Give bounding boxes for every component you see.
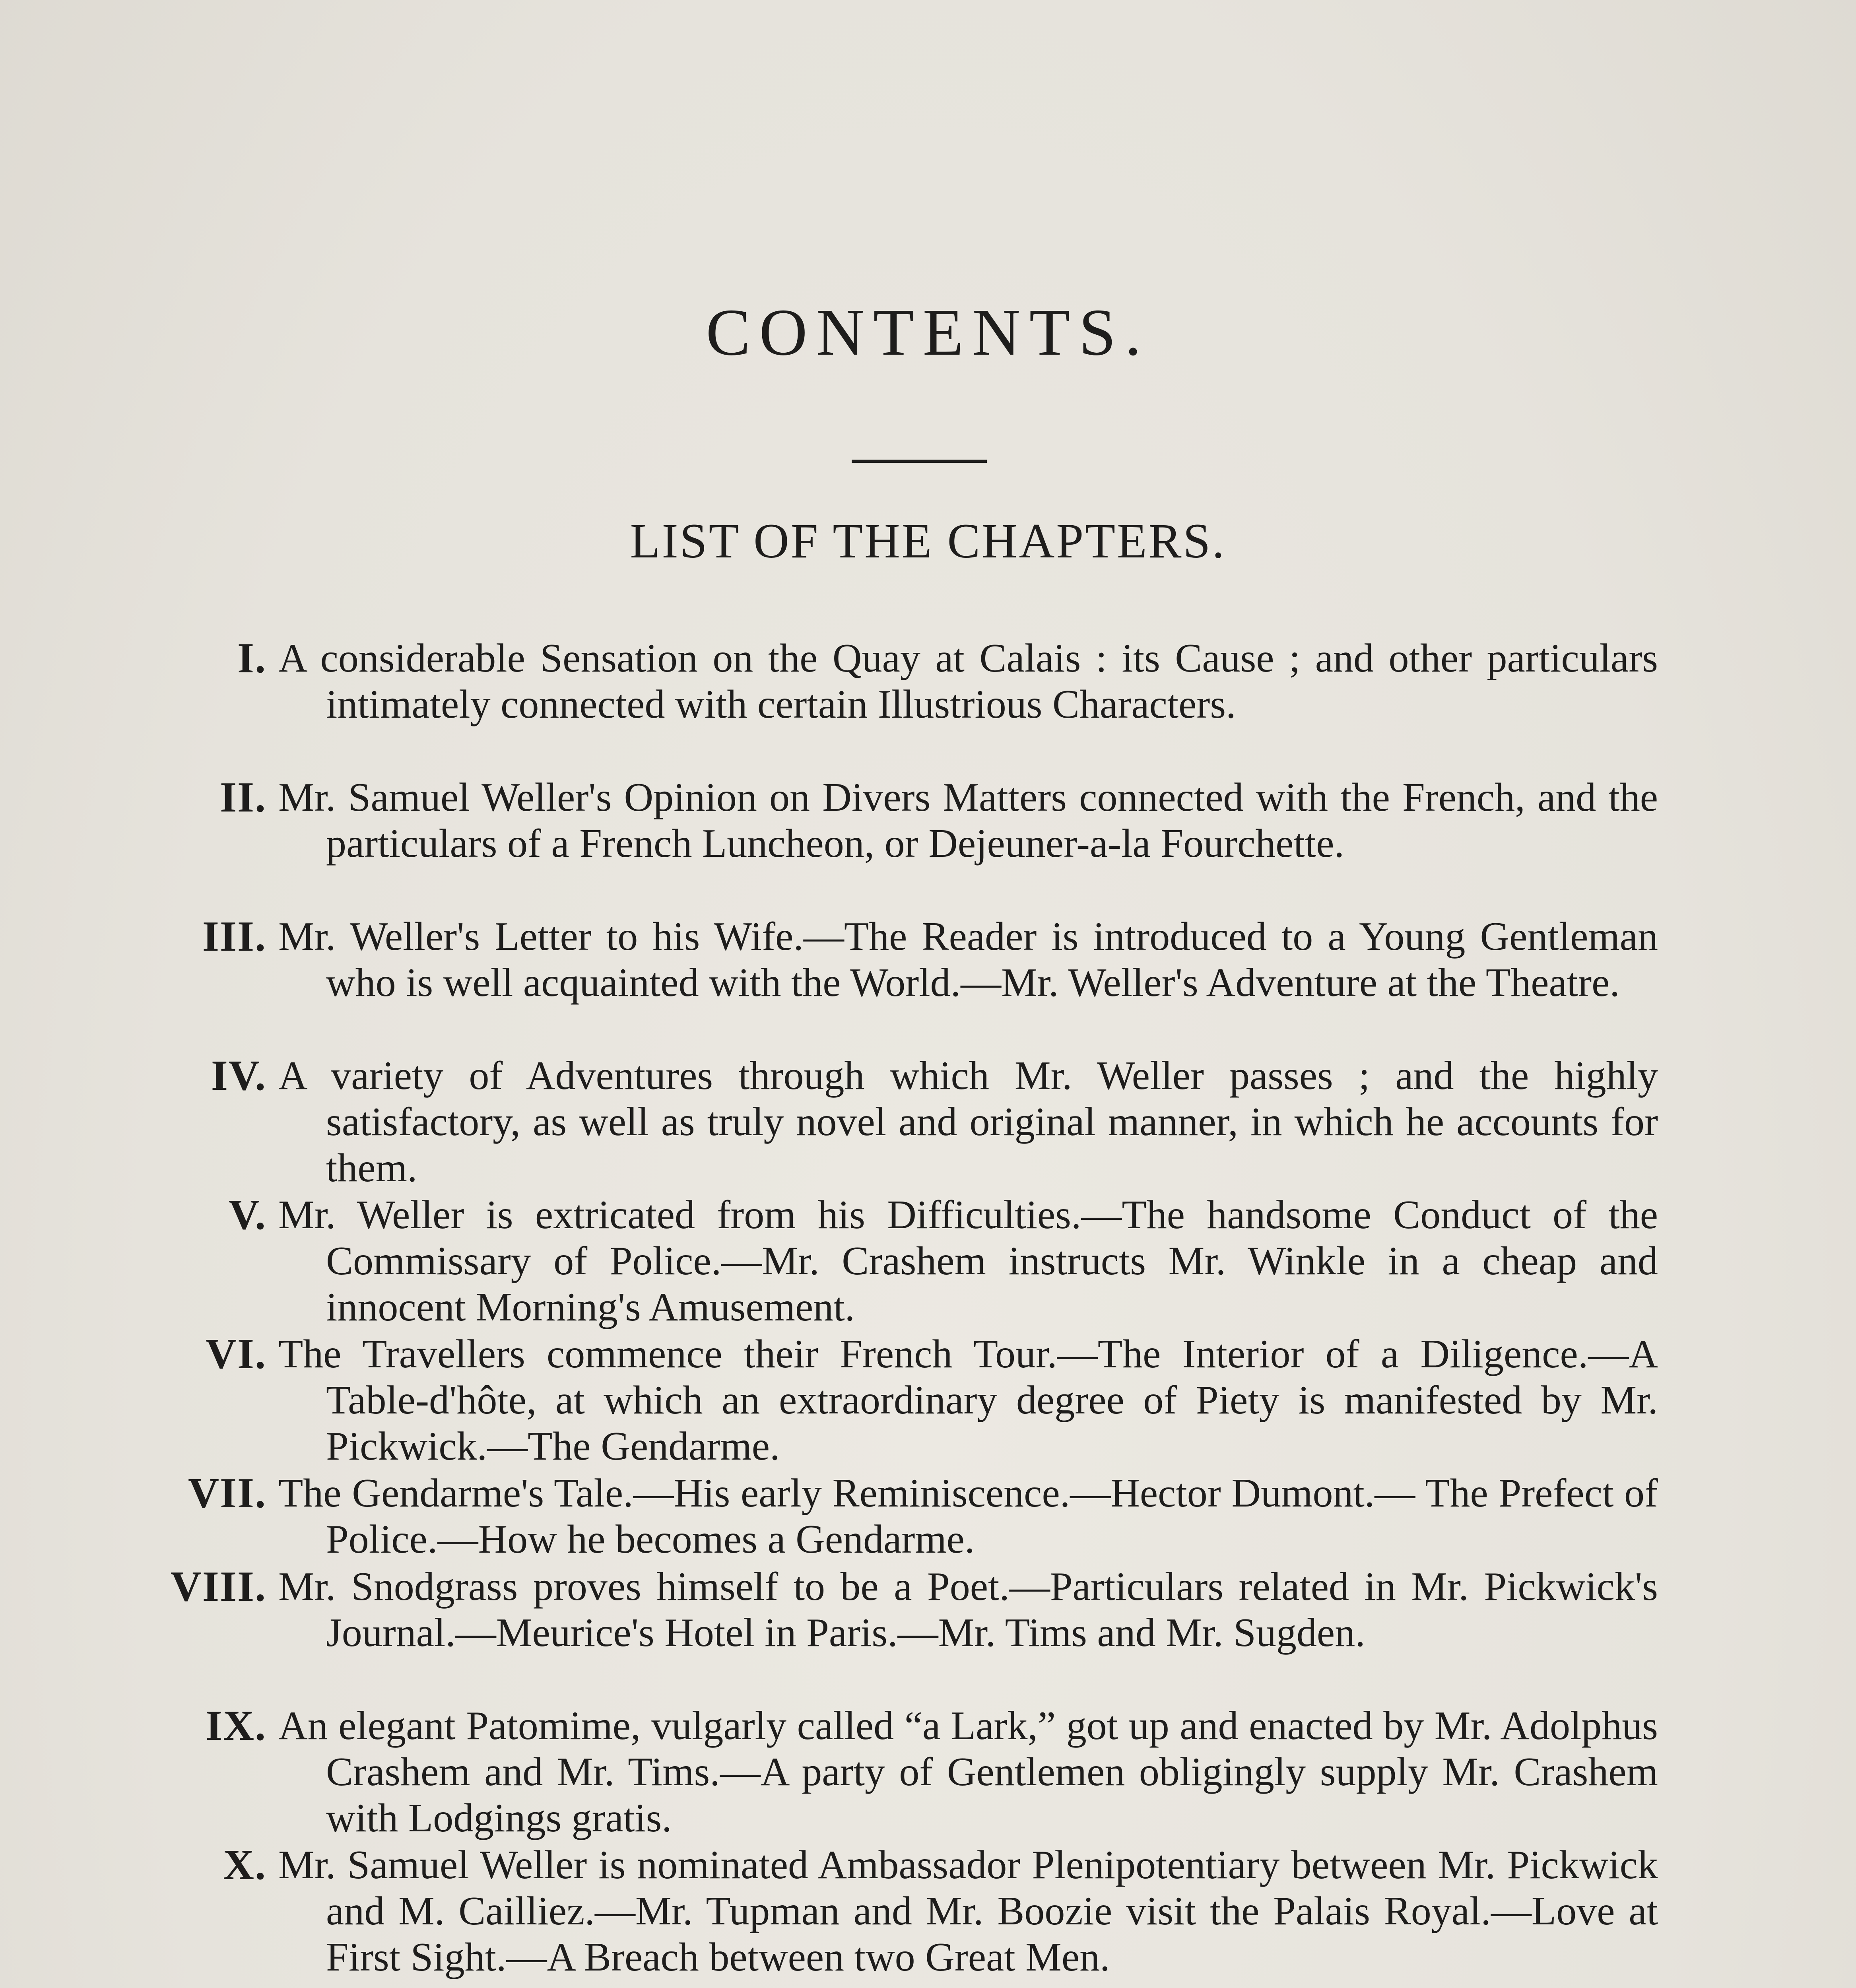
chapter-summary: The Travellers commence their French Tour.—The Interior of a Diligence.—A Table-d'hôte, at which an extraordinary degree of Piety is manifested by Mr. Pickwick.—The Gendarme. bbox=[278, 1332, 1658, 1469]
chapter-summary: An elegant Patomime, vulgarly called “a Lark,” got up and enacted by Mr. Adolphus Crashem and Mr. Tims.—A party of Gentlemen obligingly supply Mr. Crashem with Lodgings gratis. bbox=[278, 1703, 1658, 1840]
title-rule bbox=[852, 460, 987, 463]
chapter-number: IV. bbox=[211, 1052, 266, 1099]
page-title: CONTENTS. bbox=[706, 295, 1150, 369]
chapter-summary: The Gendarme's Tale.—His early Reminiscence.—Hector Dumont.— The Prefect of Police.—How he becomes a Gendarme. bbox=[278, 1471, 1658, 1562]
chapter-number: I. bbox=[237, 635, 266, 682]
chapter-summary: Mr. Weller is extricated from his Difficulties.—The handsome Conduct of the Commissary of Police.—Mr. Crashem instructs Mr. Winkle in a cheap and innocent Morning's Amusement. bbox=[278, 1192, 1658, 1330]
chapter-summary: Mr. Samuel Weller is nominated Ambassador Plenipotentiary between Mr. Pickwick and M. Cailliez.—Mr. Tupman and Mr. Boozie visit the Palais Royal.—Love at First Sight.—A Breach between two Great Men. bbox=[278, 1842, 1658, 1980]
chapter-summary: Mr. Weller's Letter to his Wife.—The Reader is introduced to a Young Gentleman who is well acquainted with the World.—Mr. Weller's Adventure at the Theatre. bbox=[278, 914, 1658, 1005]
chapter-summary: A considerable Sensation on the Quay at Calais : its Cause ; and other particulars intimately connected with certain Illustrious Characters. bbox=[278, 636, 1658, 727]
chapter-number: X. bbox=[223, 1841, 266, 1889]
chapter-number: VIII. bbox=[170, 1563, 266, 1610]
chapter-summary: Mr. Samuel Weller's Opinion on Divers Matters connected with the French, and the particulars of a French Luncheon, or Dejeuner-a-la Fourchette. bbox=[278, 775, 1658, 866]
chapter-number: V. bbox=[228, 1191, 266, 1239]
chapter-number: III. bbox=[202, 913, 266, 960]
chapter-number: IX. bbox=[205, 1702, 266, 1749]
chapter-summary: A variety of Adventures through which Mr. Weller passes ; and the highly satisfactory, as well as truly novel and original manner, in which he accounts for them. bbox=[278, 1053, 1658, 1190]
chapter-number: VI. bbox=[205, 1330, 266, 1378]
chapter-summary: Mr. Snodgrass proves himself to be a Poet.—Particulars related in Mr. Pickwick's Journal.—Meurice's Hotel in Paris.—Mr. Tims and Mr. Sugden. bbox=[278, 1564, 1658, 1655]
chapter-number: II. bbox=[219, 774, 266, 821]
page-subtitle: LIST OF THE CHAPTERS. bbox=[630, 514, 1226, 568]
chapter-number: VII. bbox=[188, 1470, 266, 1517]
